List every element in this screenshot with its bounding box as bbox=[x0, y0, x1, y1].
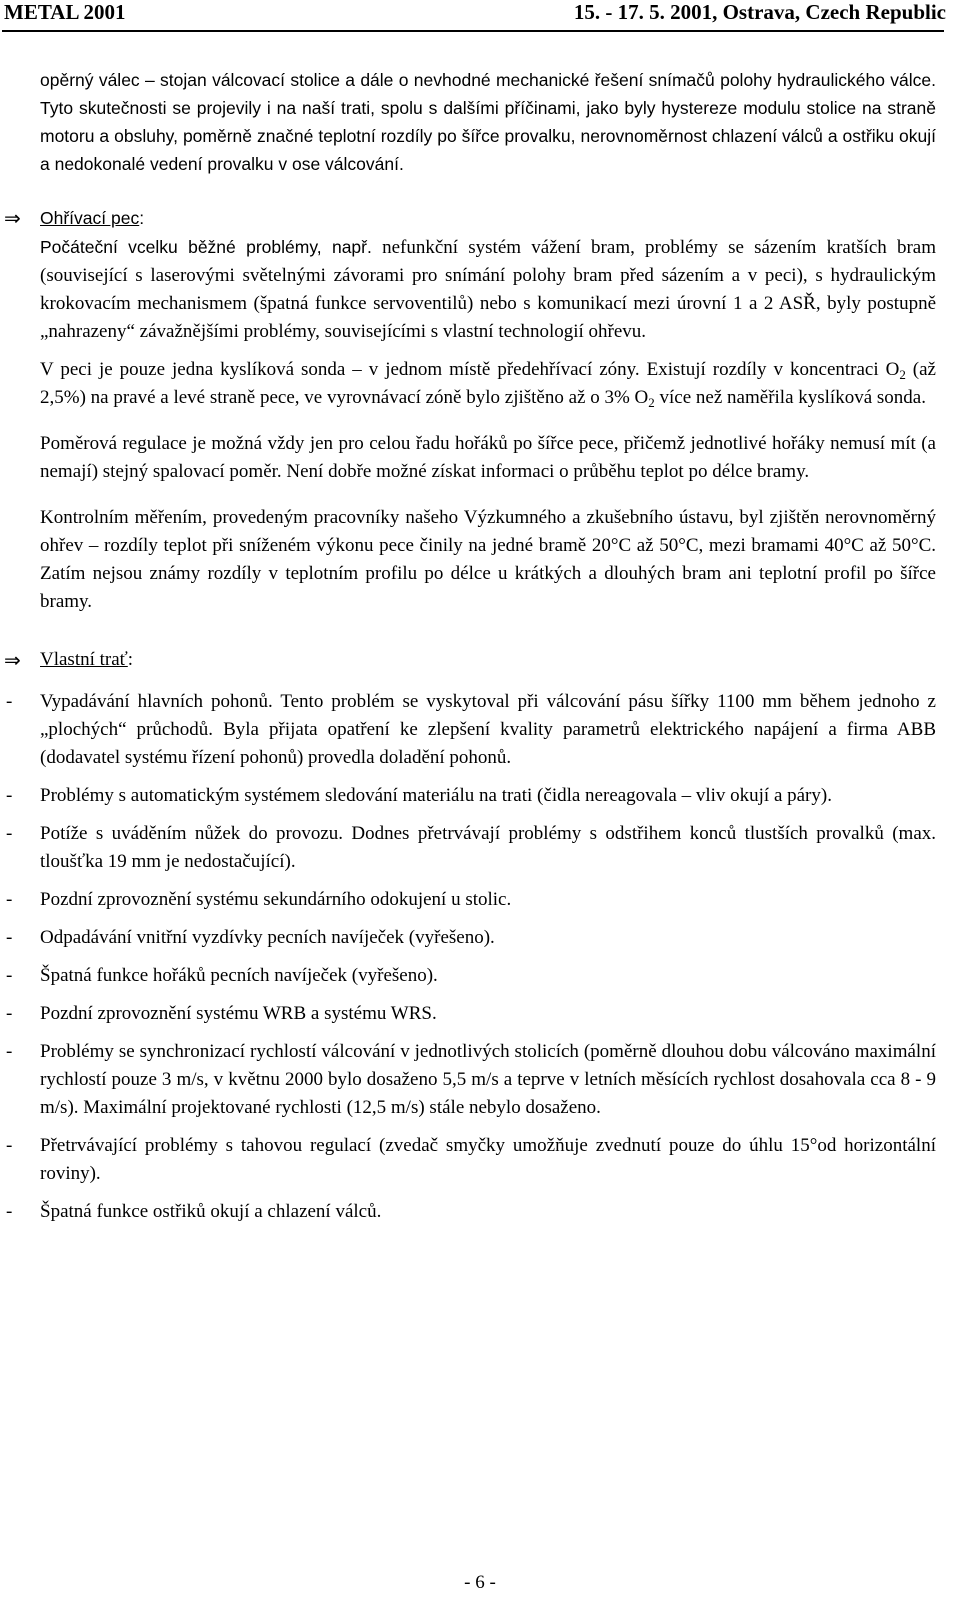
list-item: - Pozdní zprovoznění systému WRB a systému WRS. bbox=[40, 1000, 936, 1028]
furnace-p2-sub-2: 2 bbox=[648, 395, 655, 410]
dash-bullet: - bbox=[6, 927, 13, 948]
intro-paragraph: opěrný válec – stojan válcovací stolice a dále o nevhodné mechanické řešení snímačů polohy hydraulického válce. Tyto skutečnosti se projevily i na naší trati, spolu s dalšími příčinami, jako byly hystereze modulu stolice na straně motoru a obsluhy, poměrně značné teplotní rozdíly po šířce provalku, nerovnoměrnost chlazení válců a ostřiku okují a nedokonalé vedení provalku v ose válcování. bbox=[40, 70, 936, 174]
header-date-location: 15. - 17. 5. 2001, Ostrava, Czech Republic bbox=[573, 0, 946, 24]
dash-bullet: - bbox=[6, 1003, 13, 1024]
furnace-p1-lead: Počáteční vcelku běžné problémy, např. bbox=[40, 237, 372, 257]
section-heading-furnace bbox=[4, 204, 936, 233]
dash-bullet: - bbox=[6, 965, 13, 986]
list-item: - Problémy s automatickým systémem sledování materiálu na trati (čidla nereagovala – vliv okují a páry). bbox=[40, 782, 936, 810]
page-header bbox=[0, 0, 960, 36]
header-rule bbox=[2, 30, 944, 32]
list-item: - Přetrvávající problémy s tahovou regulací (zvedač smyčky umožňuje zvednutí pouze do úhlu 15°od horizontální roviny). bbox=[40, 1132, 936, 1188]
list-item: - Problémy se synchronizací rychlostí válcování v jednotlivých stolicích (poměrně dlouhou dobu válcováno maximální rychlostí pouze 3 m/s, v květnu 2000 bylo dosaženo 5,5 m/s a teprve v letních měsících rychlost dosahovala cca 8 - 9 m/s). Maximální projektované rychlosti (12,5 m/s) stále nebylo dosaženo. bbox=[40, 1038, 936, 1122]
mill-problem-list bbox=[6, 688, 936, 1226]
section-title-furnace: Ohřívací pec bbox=[40, 208, 140, 228]
dash-bullet: - bbox=[6, 1041, 13, 1062]
furnace-p2-part-b: (až 2,5%) na pravé a levé straně pece, ve vyrovnávací zóně bylo zjištěno až o 3% O bbox=[40, 359, 936, 408]
header-conference-name: METAL 2001 bbox=[4, 0, 126, 24]
furnace-p1-rest: nefunkční systém vážení bram, problémy se sázením kratších bram (související s laserovými světelnými závorami pro snímání polohy bram před sázením a v peci), s hydraulickým krokovacím mechanismem (špatná funkce servoventilů) nebo s komunikací mezi úrovní 1 a 2 ASŘ, byly postupně „nahrazeny“ závažnějšími problémy, souvisejícími s vlastní technologií ohřevu. bbox=[40, 237, 937, 342]
list-item: - Špatná funkce hořáků pecních navíječek (vyřešeno). bbox=[40, 962, 936, 990]
section-title-colon: : bbox=[127, 649, 134, 670]
furnace-paragraph-4: Kontrolním měřením, provedeným pracovníky našeho Výzkumného a zkušebního ústavu, byl zjištěn nerovnoměrný ohřev – rozdíly teplot při sníženém výkonu pece činily na jedné bramě 20°C až 50°C, mezi bramami 40°C až 50°C. Zatím nejsou známy rozdíly v teplotním profilu po délce u krátkých a dlouhých bram ani teplotní profil po šířce bramy. bbox=[40, 507, 936, 612]
list-item: - Odpadávání vnitřní vyzdívky pecních navíječek (vyřešeno). bbox=[40, 924, 936, 952]
furnace-p2-sub-1: 2 bbox=[899, 367, 906, 382]
dash-bullet: - bbox=[6, 691, 13, 712]
furnace-p2-part-a: V peci je pouze jedna kyslíková sonda – v jednom místě předehřívací zóny. Existují rozdíly v koncentraci O bbox=[40, 359, 900, 380]
section-title-mill: Vlastní trať bbox=[40, 649, 128, 670]
page-number: - 6 - bbox=[464, 1572, 496, 1593]
list-item: - Pozdní zprovoznění systému sekundárního odokujení u stolic. bbox=[40, 886, 936, 914]
dash-bullet: - bbox=[6, 785, 13, 806]
dash-bullet: - bbox=[6, 1201, 13, 1222]
dash-bullet: - bbox=[6, 1135, 13, 1156]
list-item: - Špatná funkce ostřiků okují a chlazení válců. bbox=[40, 1198, 936, 1226]
right-double-arrow-icon: ⇒ bbox=[4, 206, 21, 230]
section-title-colon: : bbox=[139, 208, 145, 228]
furnace-paragraph-2 bbox=[40, 356, 936, 412]
list-item: - Vypadávání hlavních pohonů. Tento problém se vyskytoval při válcování pásu šířky 1100 mm během jednoho z „plochých“ průchodů. Byla přijata opatření ke zlepšení kvality parametrů elektrického napájení a firma ABB (dodavatel systému řízení pohonů) provedla doladění pohonů. bbox=[40, 688, 936, 772]
furnace-paragraph-1 bbox=[40, 233, 936, 346]
document-body bbox=[4, 66, 937, 1236]
section-heading-mill bbox=[4, 646, 936, 674]
furnace-p2-part-c: více než naměřila kyslíková sonda. bbox=[654, 387, 926, 408]
list-item: - Potíže s uváděním nůžek do provozu. Dodnes přetrvávají problémy s odstřihem konců tlustších provalků (max. tloušťka 19 mm je nedostačující). bbox=[40, 820, 936, 876]
furnace-paragraph-3: Poměrová regulace je možná vždy jen pro celou řadu hořáků po šířce pece, přičemž jednotlivé hořáky nemusí mít (a nemají) stejný spalovací poměr. Není dobře možné získat informaci o průběhu teplot po délce bramy. bbox=[40, 433, 936, 482]
dash-bullet: - bbox=[6, 823, 13, 844]
dash-bullet: - bbox=[6, 889, 13, 910]
right-double-arrow-icon: ⇒ bbox=[4, 648, 21, 672]
